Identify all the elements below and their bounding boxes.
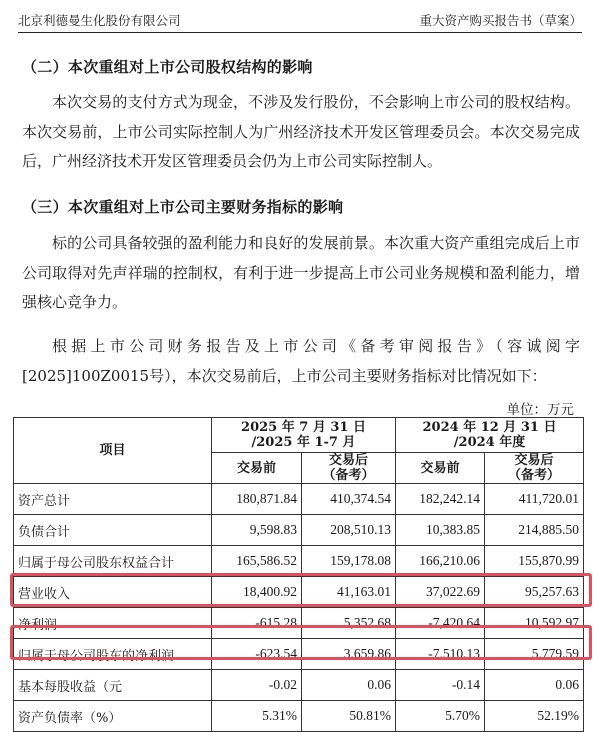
section-heading-financial-indicators: （三）本次重组对上市公司主要财务指标的影响 <box>22 198 344 216</box>
company-name: 北京利德曼生化股份有限公司 <box>18 13 181 28</box>
row-label: 资产总计 <box>14 484 212 515</box>
value-2024-after: 214,885.50 <box>485 515 584 546</box>
value-2024-before: -0.14 <box>396 670 485 701</box>
value-2025-before: -0.02 <box>212 670 302 701</box>
section-heading-equity-structure: （二）本次重组对上市公司股权结构的影响 <box>22 58 313 76</box>
value-2025-after: 159,178.08 <box>302 546 396 577</box>
value-2024-before: 10,383.85 <box>396 515 485 546</box>
after-header-2024: 交易后 （备考） <box>485 453 584 484</box>
table-row <box>14 608 584 639</box>
row-label: 归属于母公司股东的净利润 <box>14 639 212 670</box>
value-2024-before: -7,420.64 <box>396 608 485 639</box>
value-2024-after: 95,257.63 <box>485 577 584 608</box>
value-2025-before: 18,400.92 <box>212 577 302 608</box>
period-2025-header: 2025 年 7 月 31 日 /2025 年 1-7 月 <box>212 418 396 453</box>
value-2025-before: -623.54 <box>212 639 302 670</box>
table-row <box>14 546 584 577</box>
document-title: 重大资产购买报告书（草案） <box>419 13 582 28</box>
financial-indicators-table <box>13 417 584 732</box>
value-2025-after: 0.06 <box>302 670 396 701</box>
value-2025-before: 9,598.83 <box>212 515 302 546</box>
value-2025-after: 208,510.13 <box>302 515 396 546</box>
value-2024-after: 5,779.59 <box>485 639 584 670</box>
paragraph-report-basis: 根据上市公司财务报告及上市公司《备考审阅报告》（容诚阅字[2025]100Z0015号），本次交易前后，上市公司主要财务指标对比情况如下： <box>22 337 580 385</box>
page-header <box>18 6 582 33</box>
value-2024-before: 37,022.69 <box>396 577 485 608</box>
value-2024-before: -7,510.13 <box>396 639 485 670</box>
table-row <box>14 639 584 670</box>
table-row <box>14 515 584 546</box>
table-row <box>14 670 584 701</box>
value-2025-before: 5.31% <box>212 701 302 732</box>
row-label: 基本每股收益（元 <box>14 670 212 701</box>
value-2025-after: 5,352.68 <box>302 608 396 639</box>
before-header-2025: 交易前 <box>212 453 302 484</box>
row-label: 归属于母公司股东权益合计 <box>14 546 212 577</box>
paragraph-equity-structure: 本次交易的支付方式为现金，不涉及发行股份，不会影响上市公司的股权结构。本次交易前，上市公司实际控制人为广州经济技术开发区管理委员会。本次交易完成后，广州经济技术开发区管理委员会仍为上市公司实际控制人。 <box>22 93 580 170</box>
paragraph-target-company: 标的公司具备较强的盈利能力和良好的发展前景。本次重大资产重组完成后上市公司取得对先声祥瑞的控制权，有利于进一步提高上市公司业务规模和盈利能力，增强核心竞争力。 <box>22 234 580 311</box>
table-row <box>14 577 584 608</box>
row-label: 资产负债率（%） <box>14 701 212 732</box>
table-row <box>14 484 584 515</box>
value-2024-after: 0.06 <box>485 670 584 701</box>
value-2024-after: 411,720.01 <box>485 484 584 515</box>
row-label: 营业收入 <box>14 577 212 608</box>
period-2024-header: 2024 年 12 月 31 日 /2024 年度 <box>396 418 584 453</box>
unit-label: 单位：万元 <box>506 402 574 418</box>
row-label: 净利润 <box>14 608 212 639</box>
value-2024-after: 52.19% <box>485 701 584 732</box>
table-row <box>14 701 584 732</box>
value-2024-after: 10,592.97 <box>485 608 584 639</box>
item-header: 项目 <box>14 418 212 484</box>
value-2025-after: 410,374.54 <box>302 484 396 515</box>
value-2024-before: 166,210.06 <box>396 546 485 577</box>
before-header-2024: 交易前 <box>396 453 485 484</box>
value-2024-before: 182,242.14 <box>396 484 485 515</box>
value-2025-after: 50.81% <box>302 701 396 732</box>
row-label: 负债合计 <box>14 515 212 546</box>
after-header-2025: 交易后 （备考） <box>302 453 396 484</box>
table-header-row <box>14 418 584 453</box>
value-2025-before: -615.28 <box>212 608 302 639</box>
value-2025-after: 3,659.86 <box>302 639 396 670</box>
value-2025-before: 165,586.52 <box>212 546 302 577</box>
value-2025-before: 180,871.84 <box>212 484 302 515</box>
value-2024-before: 5.70% <box>396 701 485 732</box>
value-2025-after: 41,163.01 <box>302 577 396 608</box>
value-2024-after: 155,870.99 <box>485 546 584 577</box>
